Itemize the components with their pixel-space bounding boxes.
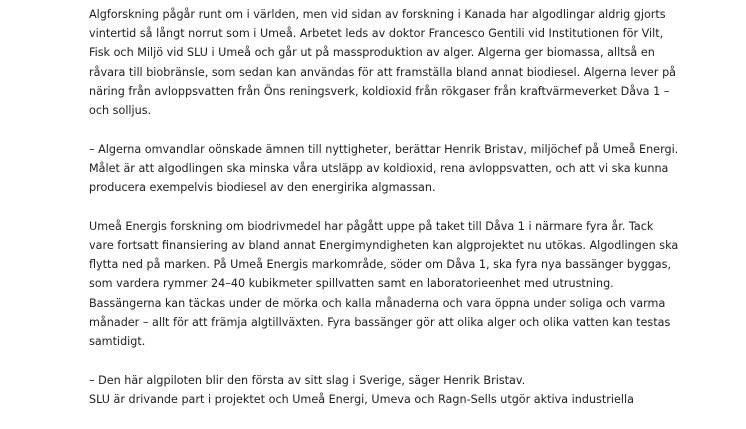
text-line: – Den här algpiloten blir den första av sitt slag i Sverige, säger Henrik Bristav.: [89, 373, 526, 387]
document-body: [89, 5, 679, 429]
paragraph-4: [89, 371, 669, 409]
text-line: Bassängerna kan täckas under de mörka och kalla månaderna och vara öppna under soliga och varma: [89, 296, 666, 310]
text-line: Målet är att algodlingen ska minska våra utsläpp av koldioxid, rena avloppsvatten, och att vi ska kunna: [89, 161, 669, 175]
text-line: producera exempelvis biodiesel av den energirika algmassan.: [89, 181, 436, 195]
text-line: SLU är drivande part i projektet och Umeå Energi, Umeva och Ragn-Sells utgör aktiva industriella: [89, 392, 634, 406]
text-line: vintertid så långt norrut som i Umeå. Arbetet leds av doktor Francesco Gentili vid Institutionen för Vilt,: [89, 27, 664, 41]
text-line: månader – allt för att främja algtillväxten. Fyra bassänger gör att olika alger och olika vatten kan testas: [89, 315, 671, 329]
text-line: vare fortsatt finansiering av bland annat Energimyndigheten kan algprojektet nu utökas. Algodlingen ska: [89, 239, 679, 253]
paragraph-3: [89, 217, 679, 351]
text-line: näring från avloppsvatten från Öns reningsverk, koldioxid från rökgaser från kraftvärmeverket Dåva 1 –: [89, 84, 670, 98]
text-line: flytta ned på marken. På Umeå Energis markområde, söder om Dåva 1, ska fyra nya bassänger byggas,: [89, 258, 672, 272]
text-line: samtidigt.: [89, 335, 146, 349]
text-line: som vardera rymmer 24–40 kubikmeter spillvatten samt en laboratorieenhet med utrustning.: [89, 277, 614, 291]
paragraph-2: [89, 140, 679, 198]
text-line: Fisk och Miljö vid SLU i Umeå och går ut på massproduktion av alger. Algerna ger biomassa, alltså en: [89, 46, 655, 60]
text-line: Umeå Energis forskning om biodrivmedel har pågått uppe på taket till Dåva 1 i närmare fyra år. Tack: [89, 219, 654, 233]
text-line: Algforskning pågår runt om i världen, men vid sidan av forskning i Kanada har algodlingar aldrig gjorts: [89, 8, 666, 21]
text-line: råvara till biobränsle, som sedan kan användas för att framställa bland annat biodiesel. Algerna lever på: [89, 65, 677, 79]
text-line: – Algerna omvandlar oönskade ämnen till nyttigheter, berättar Henrik Bristav, miljöchef på Umeå Energi.: [89, 142, 679, 156]
text-line: och solljus.: [89, 104, 152, 118]
paragraph-1: [89, 5, 677, 120]
